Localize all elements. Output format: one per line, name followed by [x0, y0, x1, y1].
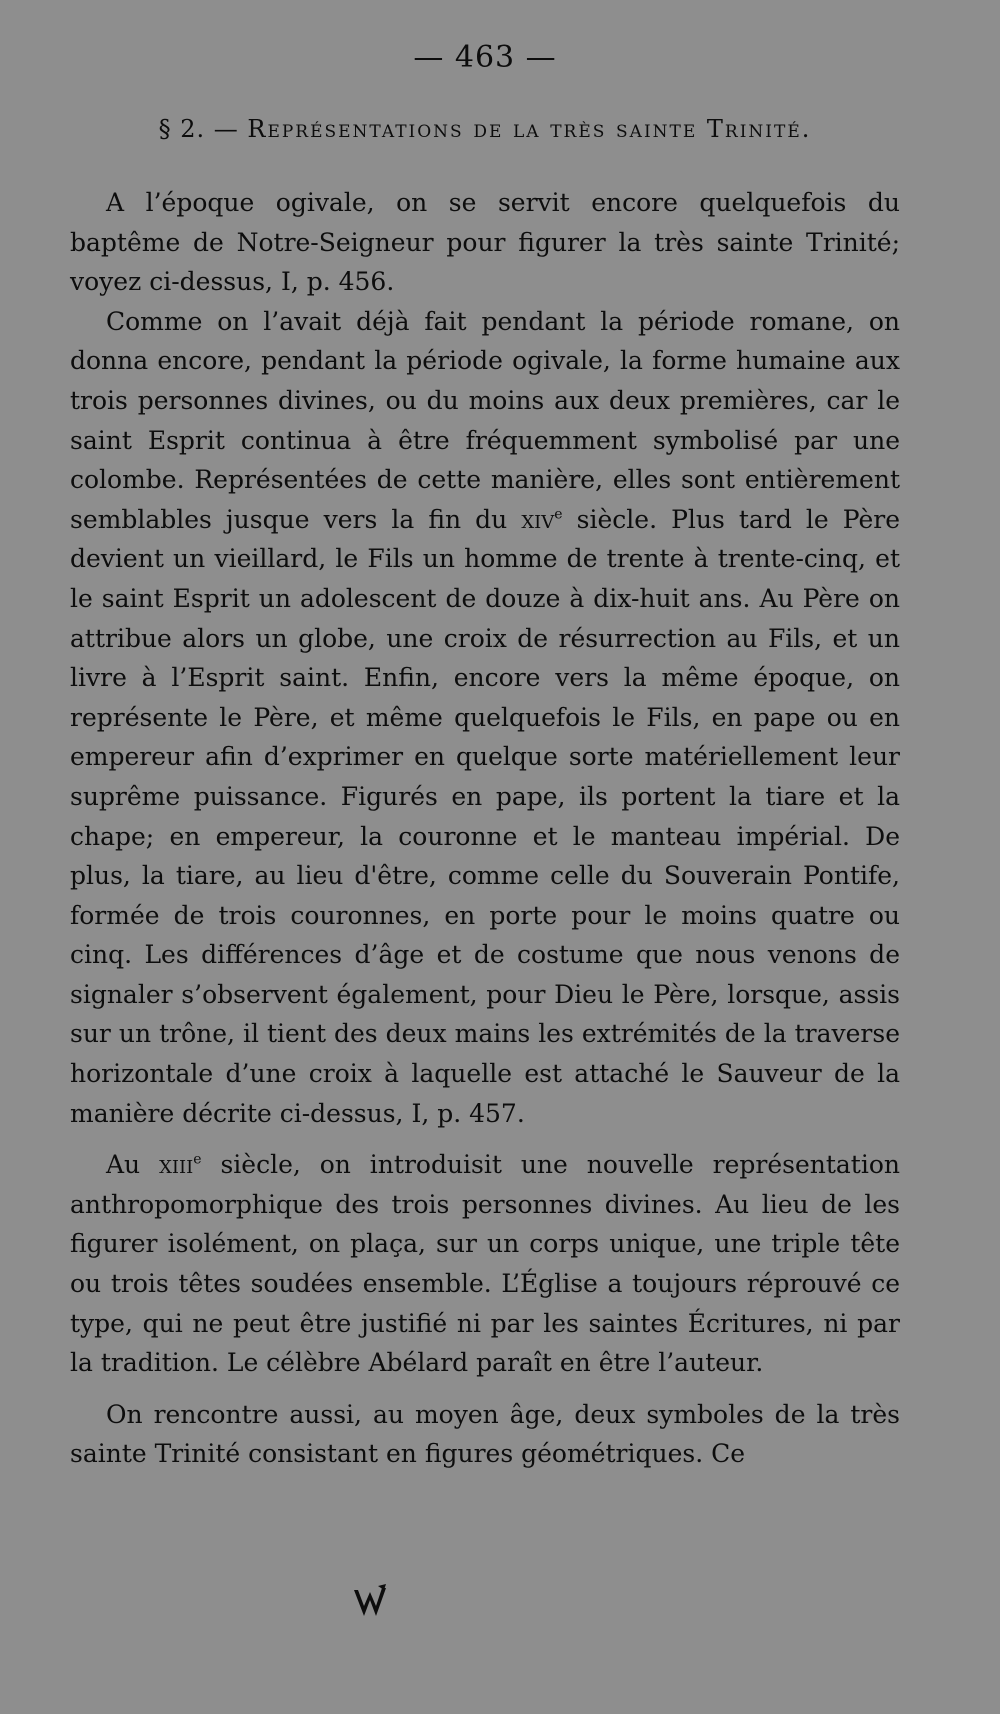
paragraph-4: On rencontre aussi, au moyen âge, deux symboles de la très sainte Trinité consistant en figures géométriques. Ce — [70, 1399, 900, 1469]
paragraph-3-text-a: Au — [106, 1150, 160, 1180]
printer-signature-mark-icon — [350, 1582, 390, 1622]
paragraph-2-text-b: siècle. Plus tard le Père devient un vieillard, le Fils un homme de trente à trente-cinq, et le saint Esprit un adolescent de douze à dix-huit ans. Au Père on attribue alors un globe, une croix de résurrection au Fils, et un livre à l’Esprit saint. Enfin, encore vers la même époque, on représente le Père, et même quelquefois le Fils, en pape ou en empereur afin d’exprimer en quelque sorte matériellement leur suprême puissance. Figurés en pape, ils portent la tiare et la chape; en empereur, la couronne et le manteau impérial. De plus, la tiare, au lieu d'être, comme celle du Souverain Pontife, formée de trois couronnes, en porte pour le moins quatre ou cinq. Les différences d’âge et de costume que nous venons de signaler s’observent également, pour Dieu le Père, lorsque, assis sur un trône, il tient des deux mains les extrémités de la traverse horizontale d’une croix à laquelle est attaché le Sauveur de la manière décrite ci-dessus, I, p. 457. — [70, 504, 900, 1128]
paragraph-2 — [70, 302, 900, 1133]
paragraph-2-text-a: Comme on l’avait déjà fait pendant la période romane, on donna encore, pendant la période ogivale, la forme humaine aux trois personnes divines, ou du moins aux deux premières, car le saint Esprit continua à être fréquemment symbolisé par une colombe. Représentées de cette manière, elles sont entièrement semblables jusque vers la fin du — [70, 306, 900, 534]
century-superscript-xiii: e — [193, 1151, 202, 1168]
section-heading-title: Représentations de la très sainte Trinité. — [247, 115, 812, 143]
century-numeral-xiii: xiii — [159, 1150, 194, 1180]
paragraph-3-text-b: siècle, on introduisit une nouvelle représentation anthropomorphique des trois personnes divines. Au lieu de les figurer isolément, on plaça, sur un corps unique, une triple tête ou trois têtes soudées ensemble. L’Église a toujours réprouvé ce type, qui ne peut être justifié ni par les saintes Écritures, ni par la tradition. Le célèbre Abélard paraît en être l’auteur. — [70, 1150, 900, 1378]
century-superscript-xiv: e — [554, 506, 563, 523]
section-heading — [70, 115, 900, 143]
page-number: — 463 — — [413, 40, 557, 75]
paragraph-1: A l’époque ogivale, on se servit encore quelquefois du baptême de Notre-Seigneur pour figurer la très sainte Trinité; voyez ci-dessus, I, p. 456. — [70, 188, 900, 297]
document-page — [70, 40, 900, 1474]
section-heading-prefix: § 2. — — [158, 115, 248, 143]
century-numeral-xiv: xiv — [521, 504, 555, 534]
paragraph-3 — [70, 1145, 900, 1383]
